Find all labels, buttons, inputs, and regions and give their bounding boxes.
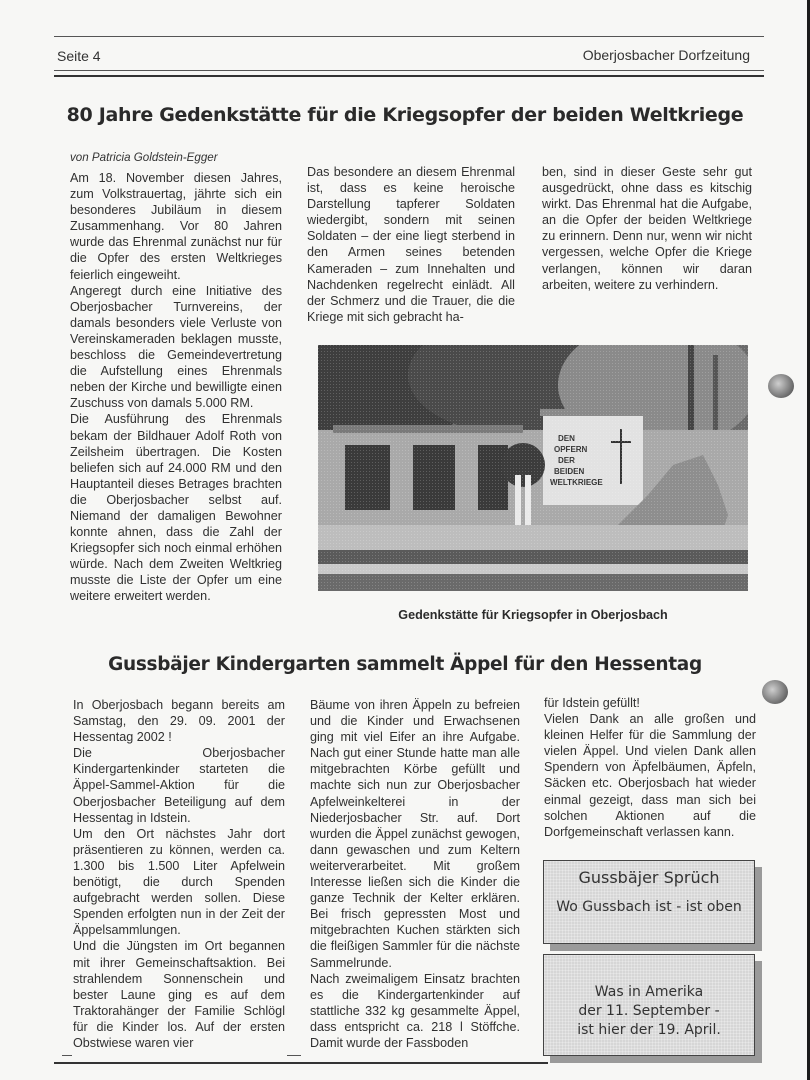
article1-column-2 [307, 164, 515, 325]
quote-line: ist hier der 19. April. [577, 1022, 721, 1038]
quote-box [543, 954, 755, 1056]
memorial-photo [318, 345, 748, 591]
article2-column-2 [310, 697, 520, 1051]
article1-column-3 [542, 164, 752, 293]
article2-title: Gussbäjer Kindergarten sammelt Äppel für den Hessentag [108, 654, 702, 675]
publication-name: Oberjosbacher Dorfzeitung [582, 47, 750, 63]
article1-column-1 [70, 170, 282, 605]
saying-box-text: Wo Gussbach ist - ist oben [556, 899, 742, 915]
page-number: Seite 4 [57, 48, 101, 64]
paragraph: Die Oberjosbacher Kindergartenkinder starteten die Äppel-Sammel-Aktion für die Oberjosbacher Beteiligung auf dem Hessentag in Idstein. [73, 746, 285, 825]
article1-title: 80 Jahre Gedenkstätte für die Kriegsopfer der beiden Weltkriege [66, 104, 744, 126]
footer-rule [348, 1062, 548, 1064]
saying-box-title: Gussbäjer Sprüch [578, 868, 720, 887]
header-rule-thin [54, 70, 764, 71]
paragraph: Am 18. November diesen Jahres, zum Volkstrauertag, jährte sich ein besonderes Jubiläum in diesem Zusammenhang. Vor 80 Jahren wurde das Ehrenmal zunächst nur für die Opfer des ersten Weltkrieges feierlich eingeweiht. [70, 171, 282, 282]
paragraph: Bäume von ihren Äppeln zu befreien und die Kinder und Erwachsenen ging mit viel Eifer an ihre Aufgabe. Nach gut einer Stunde hatte man alle mitgebrachten Körbe gefüllt und machte sich nun zur Oberjosbacher Apfelweinkelterei in der Niederjosbacher Str. auf. Dort wurden die Äppel zunächst gewogen, dann gewaschen und zum Keltern weiterverarbeitet. Mit großem Interesse ließen sich die Kinder die ganze Technik der Kelter erklären. Bei frisch gepressten Most und mitgebrachten Kuchen stärkten sich die fleißigen Sammler für die nächste Sammelrunde. [310, 698, 520, 970]
paragraph: Vielen Dank an alle großen und kleinen Helfer für die Sammlung der vielen Äppel. Und vielen Dank allen Spendern von Äpfelbäumen, Äpfeln, Säcken etc. Oberjosbach hat wieder einmal gezeigt, dass man sich bei solchen Aktionen auf die Dorfgemeinschaft verlassen kann. [544, 712, 756, 839]
photo-caption: Gedenkstätte für Kriegsopfer in Oberjosbach [398, 608, 668, 622]
quote-line: Was in Amerika [594, 984, 704, 1000]
paragraph: Die Ausführung des Ehrenmals bekam der Bildhauer Adolf Roth von Zeilsheim übertragen. Die Kosten beliefen sich auf 24.000 RM und den Hauptanteil dieses Betrages brachten die Oberjosbacher selbst auf. Niemand der damaligen Bewohner konnte ahnen, dass die Zahl der Kriegsopfer sich noch einmal erhöhen würde. Nach dem Zweiten Weltkrieg musste die Liste der Opfer um eine weitere erweitert werden. [70, 412, 282, 604]
paragraph: für Idstein gefüllt! [544, 696, 640, 710]
article2-column-3 [544, 695, 756, 840]
footer-rule [54, 1062, 348, 1064]
memorial-photo-graphic [318, 345, 748, 591]
paragraph: Nach zweimaligem Einsatz brachten es die Kindergartenkinder auf stattliche 332 kg gesammelte Äppel, dass entspricht ca. 218 l Stöffche. Damit wurde der Fassboden [310, 971, 520, 1050]
column-end-mark [62, 1055, 72, 1056]
paragraph: Angeregt durch eine Initiative des Oberjosbacher Turnvereins, der damals besonders viele Verluste von Vereinskameraden beklagen musste, beschloss die Gemeindevertretung die Aufstellung eines Ehrenmals neben der Kirche und bewilligte einen Zuschuss von damals 5.000 RM. [70, 283, 282, 411]
article2-column-1 [73, 697, 285, 1051]
saying-box [543, 860, 755, 944]
paragraph: Um den Ort nächstes Jahr dort präsentieren zu können, werden ca. 1.300 bis 1.500 Liter Apfelwein benötigt, die durch Spenden aufgebracht werden sollen. Diese Spenden erfolgten nun in der Zeit der Äppelsammlungen. [73, 826, 285, 938]
paragraph: Und die Jüngsten im Ort begannen mit ihrer Gemeinschaftsaktion. Bei strahlendem Sonnenschein und bester Laune ging es auf dem Traktorahänger der Familie Schlögl für die Kinder los. Auf der ersten Obstwiese waren vier [73, 939, 285, 1050]
paragraph: ben, sind in dieser Geste sehr gut ausgedrückt, ohne dass es kitschig wirkt. Das Ehrenmal hat die Aufgabe, an die Opfer der beiden Weltkriege zu erinnern. Denn nur, wenn wir nicht vergessen, welche Opfer die Kriege verlangen, können wir daran arbeiten, weitere zu verhindern. [542, 165, 752, 292]
article1-byline: von Patricia Goldstein-Egger [70, 151, 218, 164]
header-top-rule [54, 36, 764, 37]
quote-line: der 11. September - [578, 1003, 720, 1019]
header-rule-thick [54, 75, 764, 77]
paragraph: In Oberjosbach begann bereits am Samstag, den 29. 09. 2001 der Hessentag 2002 ! [73, 698, 285, 745]
paragraph: Das besondere an diesem Ehrenmal ist, dass es keine heroische Darstellung tapferer Soldaten wiedergibt, sondern mit seinen Soldaten – der eine liegt sterbend in den Armen seines betenden Kameraden – zum Innehalten und Nachdenken regelrecht einlädt. All der Schmerz und die Trauer, die die Kriege mit sich gebracht ha- [307, 165, 515, 324]
punch-hole [768, 374, 794, 398]
column-end-mark [287, 1055, 301, 1056]
punch-hole [762, 680, 788, 704]
